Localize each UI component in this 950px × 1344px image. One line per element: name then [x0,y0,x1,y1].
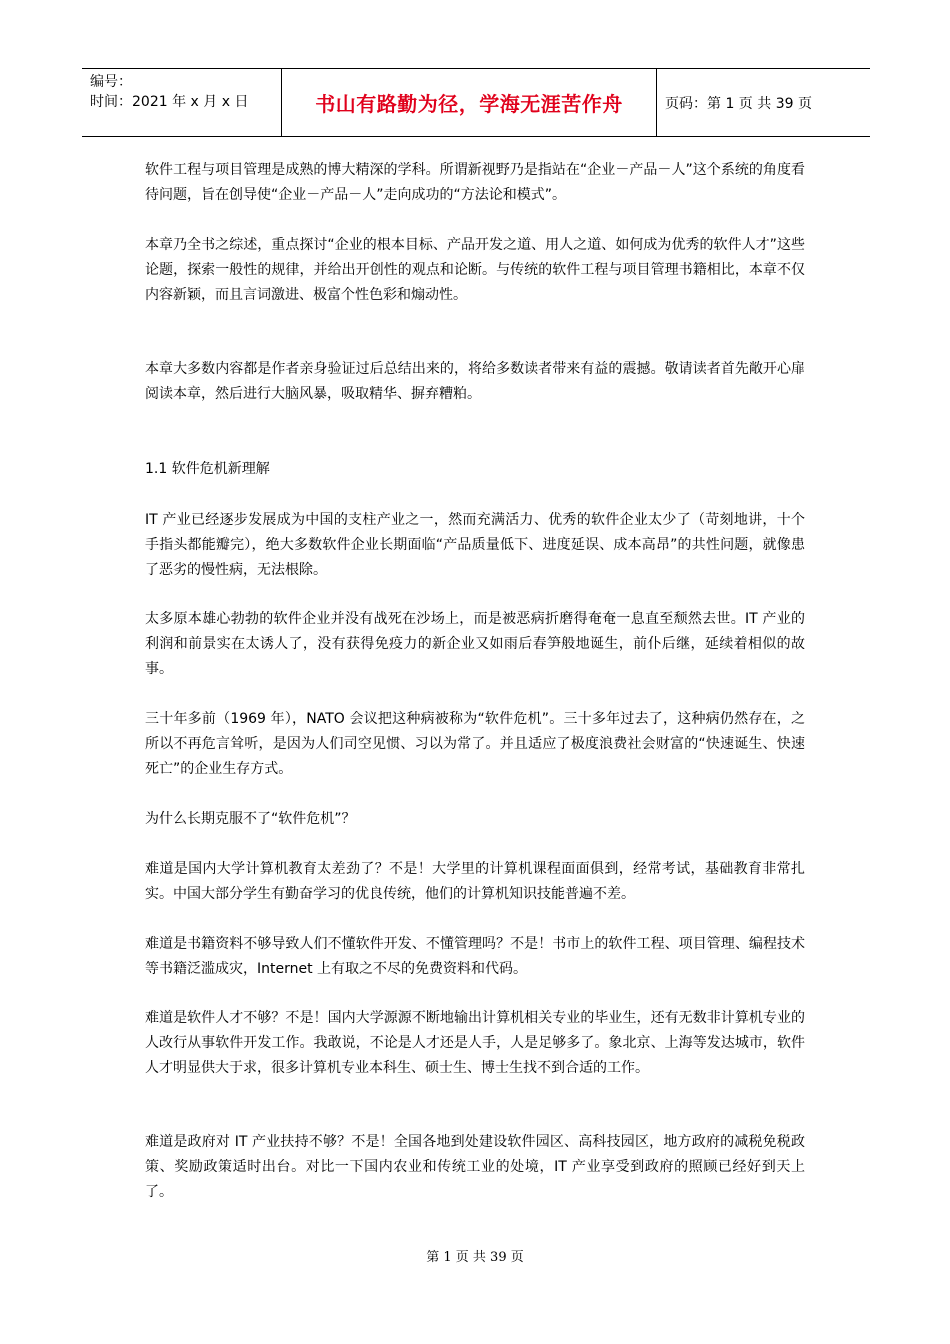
paragraph: 难道是政府对 IT 产业扶持不够？不是！全国各地到处建设软件园区、高科技园区，地方政府的减税免税政策、奖励政策适时出台。对比一下国内农业和传统工业的处境，IT 产业享受到政府的照顾已经好到天上了。 [145,1134,805,1200]
header-meta-cell [82,69,282,136]
paragraph: 本章乃全书之综述，重点探讨“企业的根本目标、产品开发之道、用人之道、如何成为优秀的软件人才”这些论题，探索一般性的规律，并给出开创性的观点和论断。与传统的软件工程与项目管理书籍相比，本章不仅内容新颖，而且言词激进、极富个性色彩和煽动性。 [145,237,805,303]
header-page-number: 页码：第 1 页 共 39 页 [665,95,812,112]
paragraph: 难道是国内大学计算机教育太差劲了？不是！大学里的计算机课程面面俱到，经常考试，基础教育非常扎实。中国大部分学生有勤奋学习的优良传统，他们的计算机知识技能普遍不差。 [145,861,805,902]
paragraph: 为什么长期克服不了“软件危机”？ [145,811,356,827]
page-header [82,68,870,137]
paragraph: 软件工程与项目管理是成熟的博大精深的学科。所谓新视野乃是指站在“企业－产品－人”这个系统的角度看待问题，旨在创导使“企业－产品－人”走向成功的“方法论和模式”。 [145,162,805,203]
document-number-label: 编号： [90,74,132,90]
section-heading: 1.1 软件危机新理解 [145,461,270,477]
paragraph: 三十年多前（1969 年），NATO 会议把这种病被称为“软件危机”。三十多年过去了，这种病仍然存在，之所以不再危言耸听，是因为人们司空见惯、习以为常了。并且适应了极度浪费社会财富的“快速诞生、快速死亡”的企业生存方式。 [145,711,805,777]
header-motto: 书山有路勤为径，学海无涯苦作舟 [282,69,657,136]
paragraph: 本章大多数内容都是作者亲身验证过后总结出来的，将给多数读者带来有益的震撼。敬请读者首先敞开心扉阅读本章，然后进行大脑风暴，吸取精华、摒弃糟粕。 [145,361,805,402]
paragraph: 难道是书籍资料不够导致人们不懂软件开发、不懂管理吗？不是！书市上的软件工程、项目管理、编程技术等书籍泛滥成灾，Internet 上有取之不尽的免费资料和代码。 [145,936,805,977]
page-footer: 第 1 页 共 39 页 [426,1250,524,1265]
paragraph: 难道是软件人才不够？不是！国内大学源源不断地输出计算机相关专业的毕业生，还有无数非计算机专业的人改行从事软件开发工作。我敢说，不论是人才还是人手，人是足够多了。象北京、上海等发达城市，软件人才明显供大于求，很多计算机专业本科生、硕士生、博士生找不到合适的工作。 [145,1010,805,1076]
paragraph: IT 产业已经逐步发展成为中国的支柱产业之一，然而充满活力、优秀的软件企业太少了（苛刻地讲，十个手指头都能瓣完），绝大多数软件企业长期面临“产品质量低下、进度延误、成本高昂”的共性问题，就像患了恶劣的慢性病，无法根除。 [145,512,805,578]
paragraph: 太多原本雄心勃勃的软件企业并没有战死在沙场上，而是被恶病折磨得奄奄一息直至颓然去世。IT 产业的利润和前景实在太诱人了，没有获得免疫力的新企业又如雨后春笋般地诞生，前仆后继，延续着相似的故事。 [145,611,805,677]
document-date-label: 时间：2021 年 x 月 x 日 [90,94,249,110]
